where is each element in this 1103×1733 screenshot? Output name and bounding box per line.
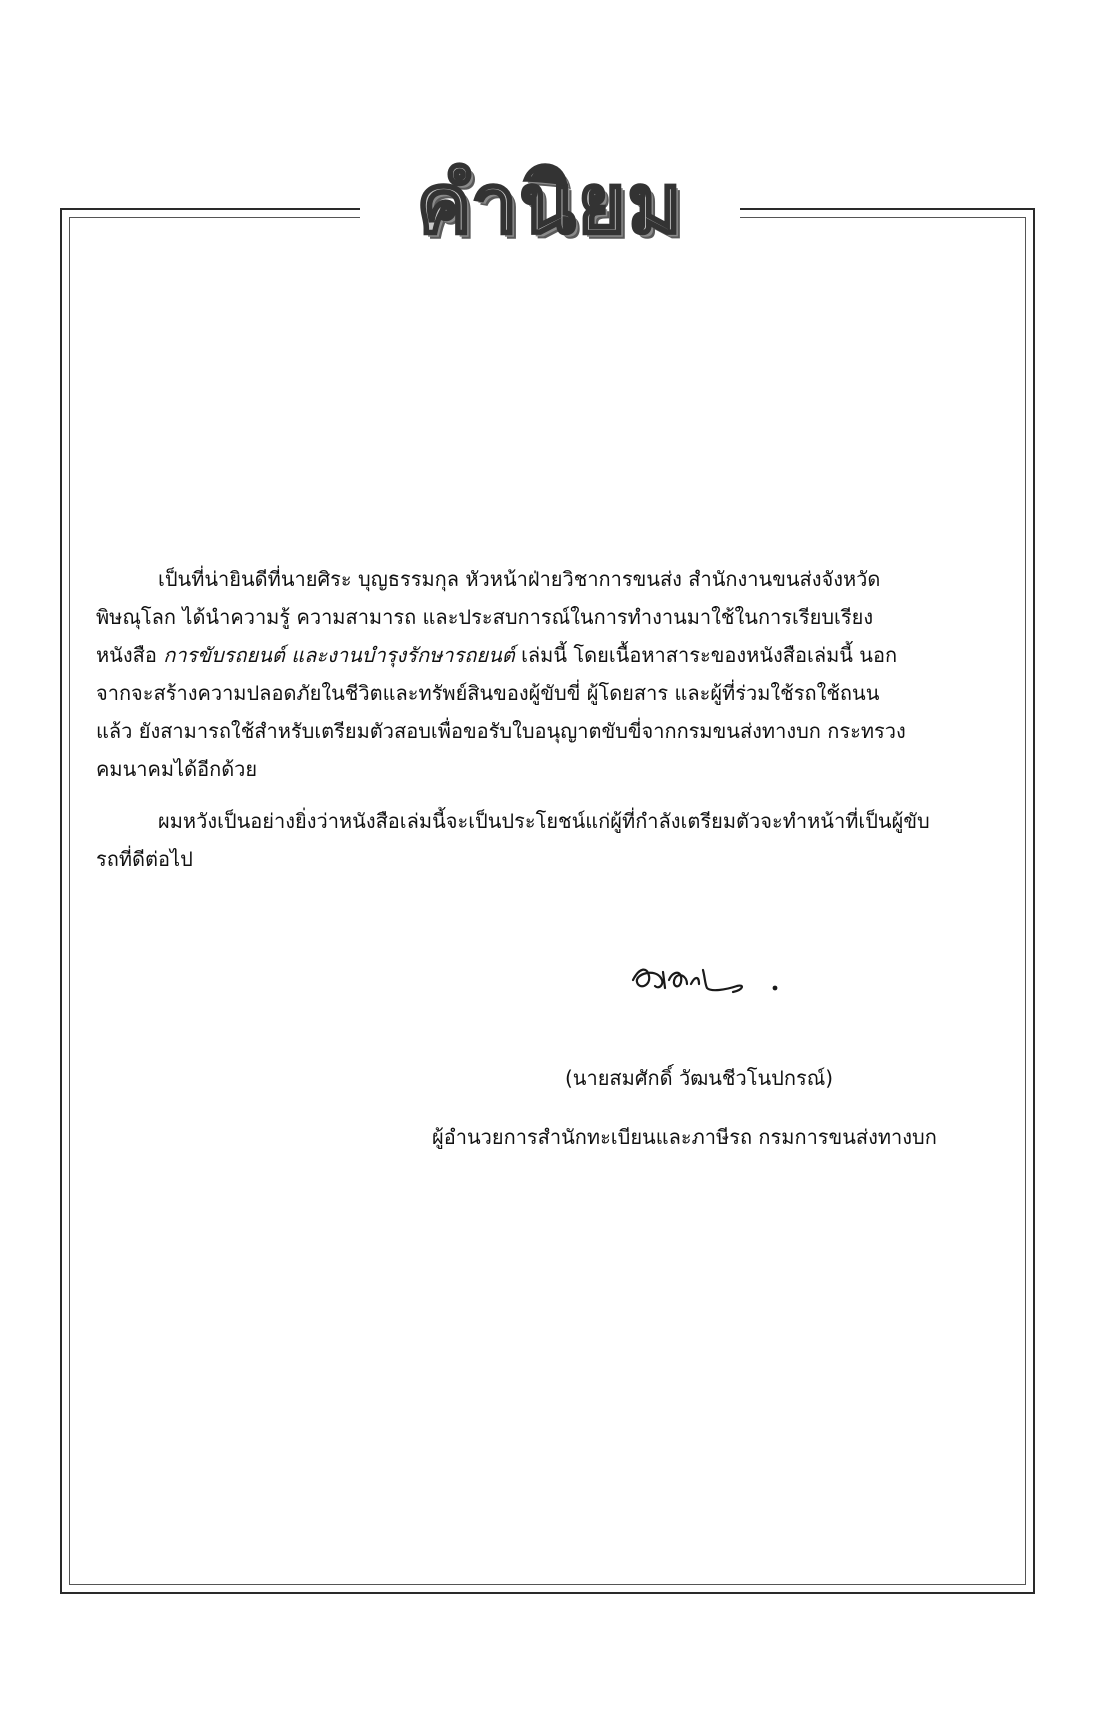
page-frame [60,208,1035,1594]
signer-position: ผู้อำนวยการสำนักทะเบียนและภาษีรถ กรมการขนส่งทางบก [432,1125,937,1149]
paragraph-line: ผมหวังเป็นอย่างยิ่งว่าหนังสือเล่มนี้จะเป็นประโยชน์แก่ผู้ที่กำลังเตรียมตัวจะทำหน้าที่เป็นผู้ขับ [158,809,930,833]
paragraph-line: พิษณุโลก ได้นำความรู้ ความสามารถ และประสบการณ์ในการทำงานมาใช้ในการเรียบเรียง [96,605,874,629]
signer-name: (นายสมศักดิ์ วัฒนชีวโนปกรณ์) [565,1066,834,1090]
paragraph-line: เป็นที่น่ายินดีที่นายศิระ บุญธรรมกุล หัวหน้าฝ่ายวิชาการขนส่ง สำนักงานขนส่งจังหวัด [158,567,881,591]
book-title: การขับรถยนต์ และงานบำรุงรักษารถยนต์ [163,643,515,667]
line-suffix: เล่มนี้ โดยเนื้อหาสาระของหนังสือเล่มนี้ นอก [514,643,898,667]
line-prefix: หนังสือ [96,643,164,667]
paragraph-line: จากจะสร้างความปลอดภัยในชีวิตและทรัพย์สินของผู้ขับขี่ ผู้โดยสาร และผู้ที่ร่วมใช้รถใช้ถนน [96,681,880,705]
paragraph-line: คมนาคมได้อีกด้วย [96,757,258,781]
page-frame-inner [69,217,1026,1585]
body-text [96,560,996,892]
paragraph-line [96,636,996,674]
title-banner [360,138,740,256]
page-title: คำนิยม [416,156,684,252]
paragraph-line: รถที่ดีต่อไป [96,847,193,871]
paragraph-2 [96,802,996,878]
paragraph-1 [96,560,996,788]
signature-image [625,950,805,1010]
paragraph-line: แล้ว ยังสามารถใช้สำหรับเตรียมตัวสอบเพื่อขอรับใบอนุญาตขับขี่จากกรมขนส่งทางบก กระทรวง [96,719,906,743]
